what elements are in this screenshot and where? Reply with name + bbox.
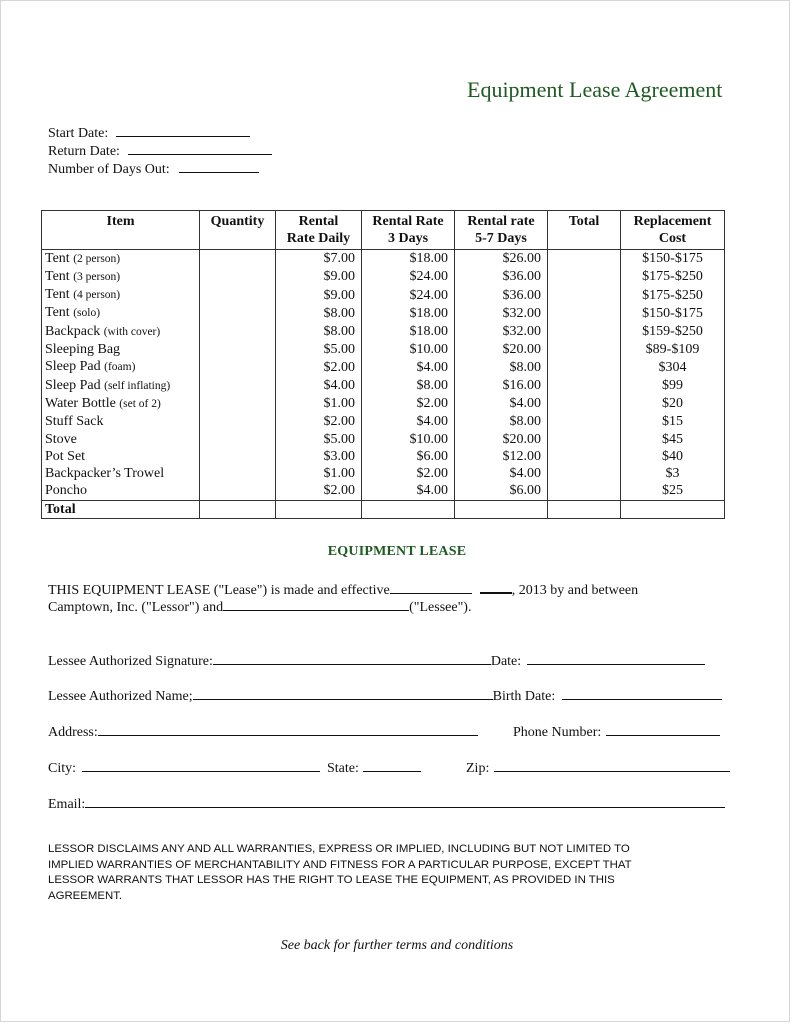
rate-3-days-cell: $18.00 [362,304,455,322]
total-cell[interactable] [548,448,621,465]
quantity-cell[interactable] [200,413,276,430]
item-cell [42,286,200,304]
name-label: Lessee Authorized Name; [48,689,193,704]
table-row [42,268,725,286]
table-row [42,286,725,304]
item-cell [42,304,200,322]
table-row [42,413,725,430]
rate-daily-cell: $5.00 [276,341,362,358]
rate-daily-cell: $5.00 [276,431,362,448]
table-row [42,395,725,413]
total-cell[interactable] [548,249,621,268]
table-row [42,431,725,448]
state-row [327,758,421,777]
rate-5-7-days-cell: $12.00 [455,448,548,465]
total-cell[interactable] [548,286,621,304]
item-note: (foam) [104,361,136,374]
total-cell[interactable] [548,395,621,413]
item-cell [42,323,200,341]
rate-5-7-days-cell: $36.00 [455,286,548,304]
rate-3-days-cell: $2.00 [362,465,455,482]
item-note: (2 person) [73,252,121,265]
return-date-field[interactable] [128,141,272,155]
days-out-label: Number of Days Out: [48,162,170,177]
rate-5-7-days-cell: $36.00 [455,268,548,286]
item-name: Tent [45,250,70,266]
rate-daily-cell: $9.00 [276,286,362,304]
item-cell [42,431,200,448]
quantity-cell[interactable] [200,395,276,413]
signature-label: Lessee Authorized Signature: [48,654,213,669]
rate-5-7-days-cell: $4.00 [455,465,548,482]
replacement-cost-cell: $150-$175 [621,304,725,322]
replacement-cost-cell: $175-$250 [621,286,725,304]
replacement-cost-cell: $3 [621,465,725,482]
quantity-cell[interactable] [200,341,276,358]
table-row [42,323,725,341]
rate-5-7-days-cell: $16.00 [455,377,548,395]
rate-3-days-cell: $4.00 [362,358,455,376]
table-row [42,448,725,465]
return-date-label: Return Date: [48,144,120,159]
date-label: Date: [490,654,522,669]
total-cell[interactable] [548,431,621,448]
rate-5-7-days-cell: $26.00 [455,249,548,268]
total-label-cell: Total [42,500,200,518]
rate-3-days-cell: $24.00 [362,286,455,304]
rate-5-7-days-cell: $8.00 [455,358,548,376]
quantity-cell[interactable] [200,304,276,322]
item-name: Poncho [45,483,87,499]
rate-daily-cell: $1.00 [276,395,362,413]
replacement-cost-cell: $159-$250 [621,323,725,341]
rate-daily-cell: $2.00 [276,482,362,500]
return-date-row [48,141,272,160]
city-row [48,758,320,777]
rate-daily-cell: $2.00 [276,413,362,430]
total-row-cell[interactable] [200,500,276,518]
rate-daily-cell: $7.00 [276,249,362,268]
disclaimer-line-1: LESSOR DISCLAIMS ANY AND ALL WARRANTIES, EXPRESS OR IMPLIED, INCLUDING BUT NOT LIMITED TO [48,843,630,855]
signature-row [48,651,705,670]
disclaimer-line-3: LESSOR WARRANTS THAT LESSOR HAS THE RIGHT TO LEASE THE EQUIPMENT, AS PROVIDED IN THIS [48,874,615,886]
rate-3-days-cell: $6.00 [362,448,455,465]
table-row [42,341,725,358]
quantity-cell[interactable] [200,268,276,286]
quantity-cell[interactable] [200,286,276,304]
rate-3-days-cell: $2.00 [362,395,455,413]
disclaimer-line-4: AGREEMENT. [48,889,123,902]
total-cell[interactable] [548,268,621,286]
rate-5-7-days-cell: $4.00 [455,395,548,413]
replacement-cost-cell: $40 [621,448,725,465]
table-row [42,358,725,376]
table-row [42,377,725,395]
lease-intro-text-1b: , 2013 by and between [511,583,639,598]
header-quantity: Quantity [200,211,276,250]
rate-3-days-cell: $24.00 [362,268,455,286]
rate-daily-cell: $8.00 [276,304,362,322]
lease-intro-line-1 [48,579,638,599]
rate-3-days-cell: $8.00 [362,377,455,395]
item-note: (set of 2) [119,397,161,410]
disclaimer-line-2: IMPLIED WARRANTIES OF MERCHANTABILITY AND FITNESS FOR A PARTICULAR PURPOSE, EXCEPT THAT [48,858,632,871]
rate-3-days-cell: $10.00 [362,341,455,358]
item-name: Stuff Sack [45,414,104,430]
replacement-cost-cell: $304 [621,358,725,376]
total-cell[interactable] [548,482,621,500]
header-rental-daily: Rental Rate Daily [276,211,362,250]
item-name: Stove [45,431,77,447]
table-row [42,465,725,482]
item-note: (3 person) [73,270,121,283]
rate-5-7-days-cell: $20.00 [455,341,548,358]
header-rental-3-days: Rental Rate 3 Days [362,211,455,250]
lease-intro-text-2: Camptown, Inc. ("Lessor") and [48,600,224,615]
quantity-cell[interactable] [200,323,276,341]
replacement-cost-cell: $99 [621,377,725,395]
rate-5-7-days-cell: $32.00 [455,304,548,322]
rate-3-days-cell: $18.00 [362,323,455,341]
address-row [48,722,478,741]
table-row [42,249,725,268]
total-cell[interactable] [548,358,621,376]
quantity-cell[interactable] [200,465,276,482]
lease-intro-text-2b: ("Lessee"). [409,600,472,615]
effective-date-field[interactable] [390,580,472,594]
item-cell [42,268,200,286]
total-cell[interactable] [548,341,621,358]
rate-5-7-days-cell: $20.00 [455,431,548,448]
signature-field[interactable] [213,651,491,665]
replacement-cost-cell: $175-$250 [621,268,725,286]
quantity-cell[interactable] [200,249,276,268]
city-label: City: [48,761,77,776]
item-name: Water Bottle [45,395,116,411]
total-row-cell[interactable] [548,500,621,518]
zip-field[interactable] [494,758,730,772]
total-row-cell[interactable] [455,500,548,518]
item-name: Tent [45,268,70,284]
quantity-cell[interactable] [200,448,276,465]
start-date-label: Start Date: [48,126,109,141]
name-field[interactable] [193,686,493,700]
lease-section-title: EQUIPMENT LEASE [327,544,467,559]
zip-label: Zip: [466,761,490,776]
item-cell [42,465,200,482]
footer-note: See back for further terms and conditions [280,938,514,953]
name-row [48,686,722,705]
rate-5-7-days-cell: $8.00 [455,413,548,430]
header-total: Total [548,211,621,250]
item-name: Backpacker’s Trowel [45,466,165,482]
rate-daily-cell: $3.00 [276,448,362,465]
email-label: Email: [48,797,86,812]
total-cell[interactable] [548,377,621,395]
total-row-cell[interactable] [362,500,455,518]
rate-5-7-days-cell: $6.00 [455,482,548,500]
phone-field[interactable] [606,722,720,736]
rate-3-days-cell: $10.00 [362,431,455,448]
address-field[interactable] [98,722,478,736]
item-name: Backpack [45,323,101,339]
table-row [42,482,725,500]
lease-intro-text-1: THIS EQUIPMENT LEASE ("Lease") is made and effective [48,583,390,598]
item-name: Sleep Pad [45,359,101,375]
document-title: Equipment Lease Agreement [467,77,723,102]
start-date-field[interactable] [116,123,250,137]
replacement-cost-cell: $45 [621,431,725,448]
date-field[interactable] [527,651,705,665]
start-date-row [48,123,250,142]
rate-3-days-cell: $18.00 [362,249,455,268]
replacement-cost-cell: $25 [621,482,725,500]
state-label: State: [327,761,359,776]
item-note: (self inflating) [104,379,171,392]
lease-intro-line-2 [48,597,471,616]
item-cell [42,395,200,413]
rate-daily-cell: $4.00 [276,377,362,395]
item-note: (solo) [73,307,101,320]
item-cell [42,358,200,376]
replacement-cost-cell: $150-$175 [621,249,725,268]
total-row-cell[interactable] [621,500,725,518]
rate-3-days-cell: $4.00 [362,482,455,500]
days-out-field[interactable] [179,159,259,173]
item-name: Tent [45,287,70,303]
table-total-row [42,500,725,518]
lessee-name-field[interactable] [223,597,409,611]
quantity-cell[interactable] [200,377,276,395]
rate-5-7-days-cell: $32.00 [455,323,548,341]
replacement-cost-cell: $89-$109 [621,341,725,358]
total-cell[interactable] [548,413,621,430]
rate-daily-cell: $1.00 [276,465,362,482]
item-cell [42,448,200,465]
item-note: (4 person) [73,289,121,302]
item-cell [42,249,200,268]
total-cell[interactable] [548,304,621,322]
total-row-cell[interactable] [276,500,362,518]
days-out-row [48,159,259,178]
birth-date-field[interactable] [562,686,722,700]
zip-row [466,758,730,777]
phone-label: Phone Number: [513,725,602,740]
item-name: Sleeping Bag [45,342,121,358]
item-note: (with cover) [103,325,161,338]
header-rental-5-7-days: Rental rate 5-7 Days [455,211,548,250]
address-label: Address: [48,725,98,740]
state-field[interactable] [363,758,421,772]
quantity-cell[interactable] [200,358,276,376]
item-name: Pot Set [45,448,86,464]
quantity-cell[interactable] [200,431,276,448]
header-item: Item [42,211,200,250]
item-cell [42,377,200,395]
quantity-cell[interactable] [200,482,276,500]
phone-row [513,722,720,741]
birth-date-label: Birth Date: [492,689,556,704]
item-cell [42,482,200,500]
item-name: Tent [45,305,70,321]
rate-daily-cell: $9.00 [276,268,362,286]
city-field[interactable] [82,758,320,772]
rate-3-days-cell: $4.00 [362,413,455,430]
replacement-cost-cell: $15 [621,413,725,430]
total-cell[interactable] [548,323,621,341]
header-replacement-cost: Replacement Cost [621,211,725,250]
email-field[interactable] [85,794,725,808]
effective-day-field[interactable] [480,579,512,594]
warranty-disclaimer [48,842,748,904]
rate-daily-cell: $8.00 [276,323,362,341]
table-row [42,304,725,322]
item-name: Sleep Pad [45,377,101,393]
equipment-table [41,210,725,519]
replacement-cost-cell: $20 [621,395,725,413]
rate-daily-cell: $2.00 [276,358,362,376]
table-header-row [42,211,725,250]
email-row [48,794,725,813]
total-cell[interactable] [548,465,621,482]
item-cell [42,413,200,430]
item-cell [42,341,200,358]
